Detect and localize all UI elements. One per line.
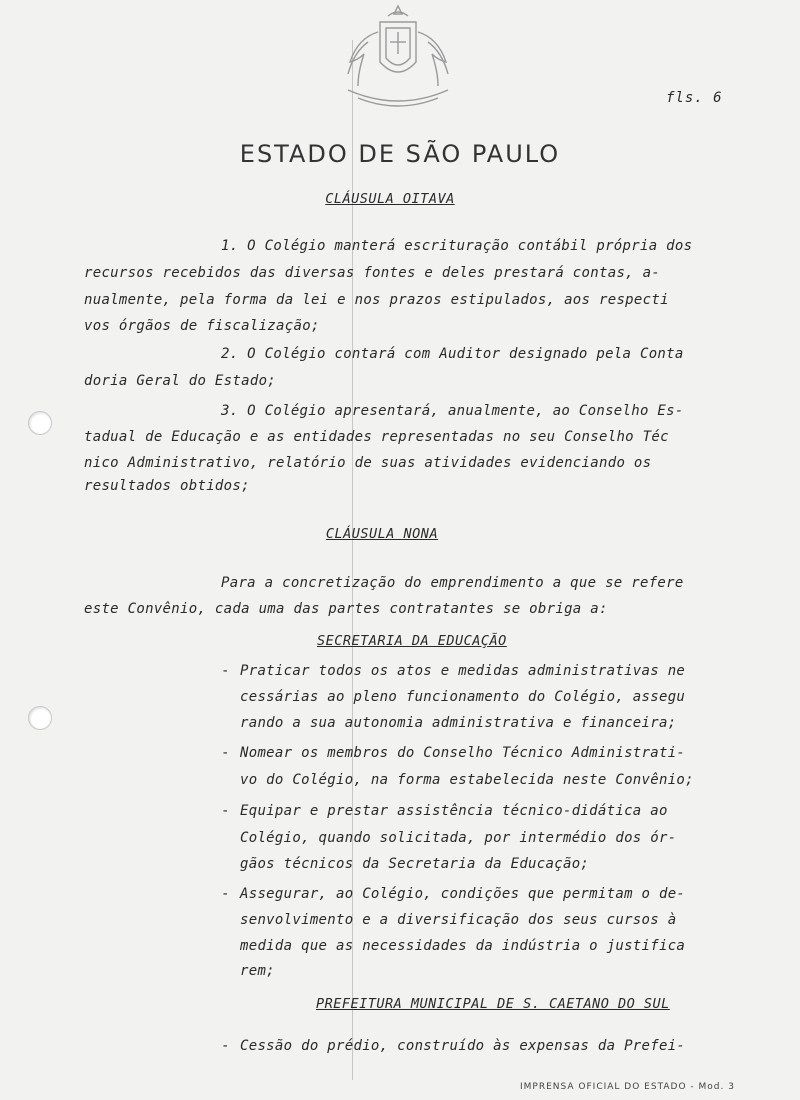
clause-eight-line: recursos recebidos das diversas fontes e deles prestará contas, a- (84, 265, 661, 281)
prefeitura-item-line: Cessão do prédio, construído às expensas da Prefei- (240, 1038, 686, 1054)
clause-nine-title: CLÁUSULA NONA (325, 526, 439, 542)
folio-number: fls. 6 (666, 90, 723, 106)
bullet-dash-icon: - (221, 663, 230, 679)
punch-hole-top (28, 411, 52, 435)
punch-hole-bottom (28, 706, 52, 730)
clause-eight-line: 3. O Colégio apresentará, anualmente, ao Conselho Es- (221, 403, 684, 419)
clause-eight-line: vos órgãos de fiscalização; (84, 318, 320, 334)
secretaria-item-line: gãos técnicos da Secretaria da Educação; (240, 856, 590, 872)
secretaria-item-line: Nomear os membros do Conselho Técnico Administrati- (240, 745, 686, 761)
secretaria-item-line: Equipar e prestar assistência técnico-didática ao (240, 803, 668, 819)
clause-eight-title: CLÁUSULA OITAVA (325, 191, 455, 207)
clause-nine-intro-line: Para a concretização do emprendimento a que se refere (221, 575, 684, 591)
secretaria-item-line: rando a sua autonomia administrativa e financeira; (240, 715, 677, 731)
clause-eight-line: resultados obtidos; (84, 478, 250, 494)
bullet-dash-icon: - (221, 886, 230, 902)
secretaria-item-line: Colégio, quando solicitada, por intermédio dos ór- (240, 830, 677, 846)
clause-eight-line: nualmente, pela forma da lei e nos prazos estipulados, aos respecti (84, 292, 669, 308)
clause-eight-line: doria Geral do Estado; (84, 373, 277, 389)
footer-imprint: IMPRENSA OFICIAL DO ESTADO - Mod. 3 (520, 1082, 735, 1092)
prefeitura-title: PREFEITURA MUNICIPAL DE S. CAETANO DO SUL (316, 996, 670, 1012)
clause-eight-line: 1. O Colégio manterá escrituração contábil própria dos (221, 238, 693, 254)
secretaria-item-line: cessárias ao pleno funcionamento do Colégio, assegu (240, 689, 686, 705)
clause-eight-line: tadual de Educação e as entidades representadas no seu Conselho Téc (84, 429, 669, 445)
state-title: ESTADO DE SÃO PAULO (239, 140, 561, 168)
secretaria-item-line: medida que as necessidades da indústria o justifica (240, 938, 686, 954)
bullet-dash-icon: - (221, 1038, 230, 1054)
secretaria-item-line: Assegurar, ao Colégio, condições que permitam o de- (240, 886, 686, 902)
secretaria-item-line: senvolvimento e a diversificação dos seus cursos à (240, 912, 677, 928)
secretaria-item-line: Praticar todos os atos e medidas administrativas ne (240, 663, 686, 679)
clause-nine-intro-line: este Convênio, cada uma das partes contratantes se obriga a: (84, 601, 608, 617)
bullet-dash-icon: - (221, 803, 230, 819)
clause-eight-line: 2. O Colégio contará com Auditor designado pela Conta (221, 346, 684, 362)
coat-of-arms-icon (328, 2, 468, 114)
clause-eight-line: nico Administrativo, relatório de suas atividades evidenciando os (84, 455, 652, 471)
bullet-dash-icon: - (221, 745, 230, 761)
secretaria-title: SECRETARIA DA EDUCAÇÃO (317, 633, 507, 649)
secretaria-item-line: rem; (240, 963, 275, 979)
secretaria-item-line: vo do Colégio, na forma estabelecida neste Convênio; (240, 772, 694, 788)
